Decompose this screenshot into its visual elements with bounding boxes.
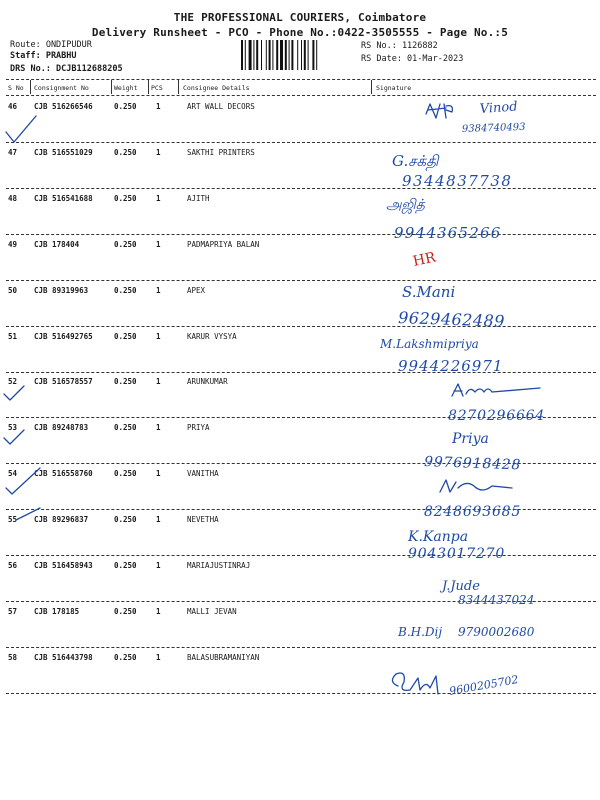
signature-55: K.Kanpa [408, 529, 469, 545]
row-pcs: 1 [156, 147, 161, 157]
signature-48: அஜித் [386, 197, 425, 213]
row-consignment-no: CJB 178185 [34, 606, 80, 616]
row-sno: 57 [8, 606, 18, 616]
row-pcs: 1 [156, 606, 161, 616]
barcode [240, 40, 352, 70]
row-weight: 0.250 [114, 285, 137, 295]
signature-49: HR [411, 249, 438, 270]
row-consignment-no: CJB 516492765 [34, 331, 93, 341]
row-consignee: ARUNKUMAR [187, 377, 228, 387]
row-sno: 58 [8, 652, 18, 662]
row-pcs: 1 [156, 102, 161, 111]
row-consignee: NEVETHA [187, 515, 219, 525]
row-weight: 0.250 [114, 331, 137, 341]
row-pcs: 1 [156, 423, 161, 433]
col-consignee-header: Consignee Details [183, 84, 250, 92]
row-sno: 56 [8, 561, 18, 570]
signature-47: G.சக்தி [392, 152, 439, 170]
header-bottom-rule [6, 95, 596, 96]
staff-label: Staff: PRABHU [10, 51, 77, 61]
row-weight: 0.250 [114, 652, 137, 662]
row-consignment-no: CJB 516443798 [34, 652, 93, 662]
rs-number: RS No.: 1126882 [361, 41, 438, 51]
row-sno: 55 [8, 515, 18, 525]
row-consignment-no: CJB 516266546 [34, 102, 93, 111]
col-divider [111, 80, 112, 94]
tick-mark-46 [6, 116, 36, 142]
row-consignment-no: CJB 89296837 [34, 515, 89, 525]
row-consignee: SAKTHI PRINTERS [187, 147, 255, 157]
row-separator [6, 326, 596, 327]
col-sno-header: S No [8, 84, 24, 92]
row-weight: 0.250 [114, 606, 137, 616]
route-label: Route: ONDIPUDUR [10, 40, 92, 50]
row-weight: 0.250 [114, 147, 137, 157]
row-weight: 0.250 [114, 377, 137, 387]
row-weight: 0.250 [114, 102, 137, 111]
row-sno: 52 [8, 377, 18, 387]
row-consignment-no: CJB 516541688 [34, 193, 93, 203]
phone-54: 8248693685 [424, 504, 522, 520]
rs-date: RS Date: 01-Mar-2023 [361, 54, 464, 64]
row-separator [6, 601, 596, 602]
phone-53: 9976918428 [423, 454, 522, 474]
row-weight: 0.250 [114, 193, 137, 203]
row-weight: 0.250 [114, 239, 137, 249]
row-consignee: PADMAPRIYA BALAN [187, 239, 260, 249]
phone-52: 8270296664 [448, 408, 546, 424]
col-consignment-header: Consignment No [34, 84, 89, 92]
row-consignment-no: CJB 89319963 [34, 285, 89, 295]
row-consignment-no: CJB 89248783 [34, 423, 89, 433]
phone-58: 9600205702 [448, 672, 520, 698]
tick-mark-52 [4, 386, 24, 400]
row-sno: 49 [8, 239, 18, 249]
row-consignee: ART WALL DECORS [187, 102, 255, 111]
scribble-58 [392, 673, 438, 694]
row-separator [6, 509, 596, 510]
signature-51: M.Lakshmipriya [380, 337, 479, 351]
phone-46: 9384740493 [461, 121, 526, 135]
phone-55: 9043017270 [408, 546, 506, 562]
signature-57: B.H.Dij [398, 625, 443, 639]
scribble-46 [426, 104, 452, 118]
row-separator [6, 142, 596, 143]
col-pcs-header: PCS [151, 84, 163, 92]
row-sno: 48 [8, 193, 18, 203]
row-sno: 54 [8, 469, 18, 479]
row-consignment-no: CJB 516458943 [34, 561, 93, 570]
row-weight: 0.250 [114, 515, 137, 525]
row-separator [6, 693, 596, 694]
col-divider [371, 80, 372, 94]
phone-50: 9629462489 [397, 308, 506, 331]
row-consignee: MARIAJUSTINRAJ [187, 561, 251, 570]
row-pcs: 1 [156, 193, 161, 203]
row-weight: 0.250 [114, 423, 137, 433]
col-divider [30, 80, 31, 94]
signature-46: Vinod [479, 99, 519, 117]
row-consignee: PRIYA [187, 423, 210, 433]
row-consignment-no: CJB 178404 [34, 239, 80, 249]
row-separator [6, 417, 596, 418]
row-pcs: 1 [156, 652, 161, 662]
phone-57: 9790002680 [458, 625, 535, 639]
row-sno: 50 [8, 285, 18, 295]
row-separator [6, 188, 596, 189]
row-pcs: 1 [156, 239, 161, 249]
row-consignee: MALLI JEVAN [187, 606, 237, 616]
row-separator [6, 280, 596, 281]
row-sno: 51 [8, 331, 18, 341]
phone-56: 8344437024 [458, 593, 535, 607]
row-weight: 0.250 [114, 561, 137, 570]
row-consignee: BALASUBRAMANIYAN [187, 652, 260, 662]
header-top-rule [6, 79, 596, 80]
phone-47: 9344837738 [402, 172, 513, 190]
row-sno: 46 [8, 102, 18, 111]
row-separator [6, 647, 596, 648]
row-sno: 53 [8, 423, 18, 433]
signature-53: Priya [452, 431, 489, 447]
scribble-54 [440, 480, 512, 492]
row-pcs: 1 [156, 285, 161, 295]
company-title: THE PROFESSIONAL COURIERS, Coimbatore [173, 11, 427, 24]
col-signature-header: Signature [376, 84, 412, 92]
row-separator [6, 463, 596, 464]
phone-51: 9944226971 [398, 357, 504, 375]
scribble-52 [452, 384, 540, 396]
row-consignment-no: CJB 516551029 [34, 147, 93, 157]
row-separator [6, 372, 596, 373]
row-pcs: 1 [156, 331, 161, 341]
drs-number: DRS No.: DCJB112688205 [10, 64, 123, 74]
row-sno: 47 [8, 147, 18, 157]
col-divider [178, 80, 179, 94]
row-consignment-no: CJB 516558760 [34, 469, 93, 479]
row-pcs: 1 [156, 377, 161, 387]
col-divider [148, 80, 149, 94]
row-pcs: 1 [156, 561, 161, 570]
row-consignment-no: CJB 516578557 [34, 377, 93, 387]
row-consignee: APEX [187, 285, 206, 295]
row-consignee: VANITHA [187, 469, 219, 479]
row-consignee: AJITH [187, 193, 210, 203]
row-pcs: 1 [156, 515, 161, 525]
runsheet-subtitle: Delivery Runsheet - PCO - Phone No.:0422-3505555 - Page No.:5 [91, 26, 509, 39]
row-weight: 0.250 [114, 469, 137, 479]
row-consignee: KARUR VYSYA [187, 331, 237, 341]
phone-48: 9944365266 [394, 224, 502, 242]
row-separator [6, 234, 596, 235]
signature-50: S.Mani [402, 283, 456, 301]
row-pcs: 1 [156, 469, 161, 479]
col-weight-header: Weight [114, 84, 138, 92]
row-separator [6, 555, 596, 556]
signature-56: J.Jude [442, 579, 480, 594]
